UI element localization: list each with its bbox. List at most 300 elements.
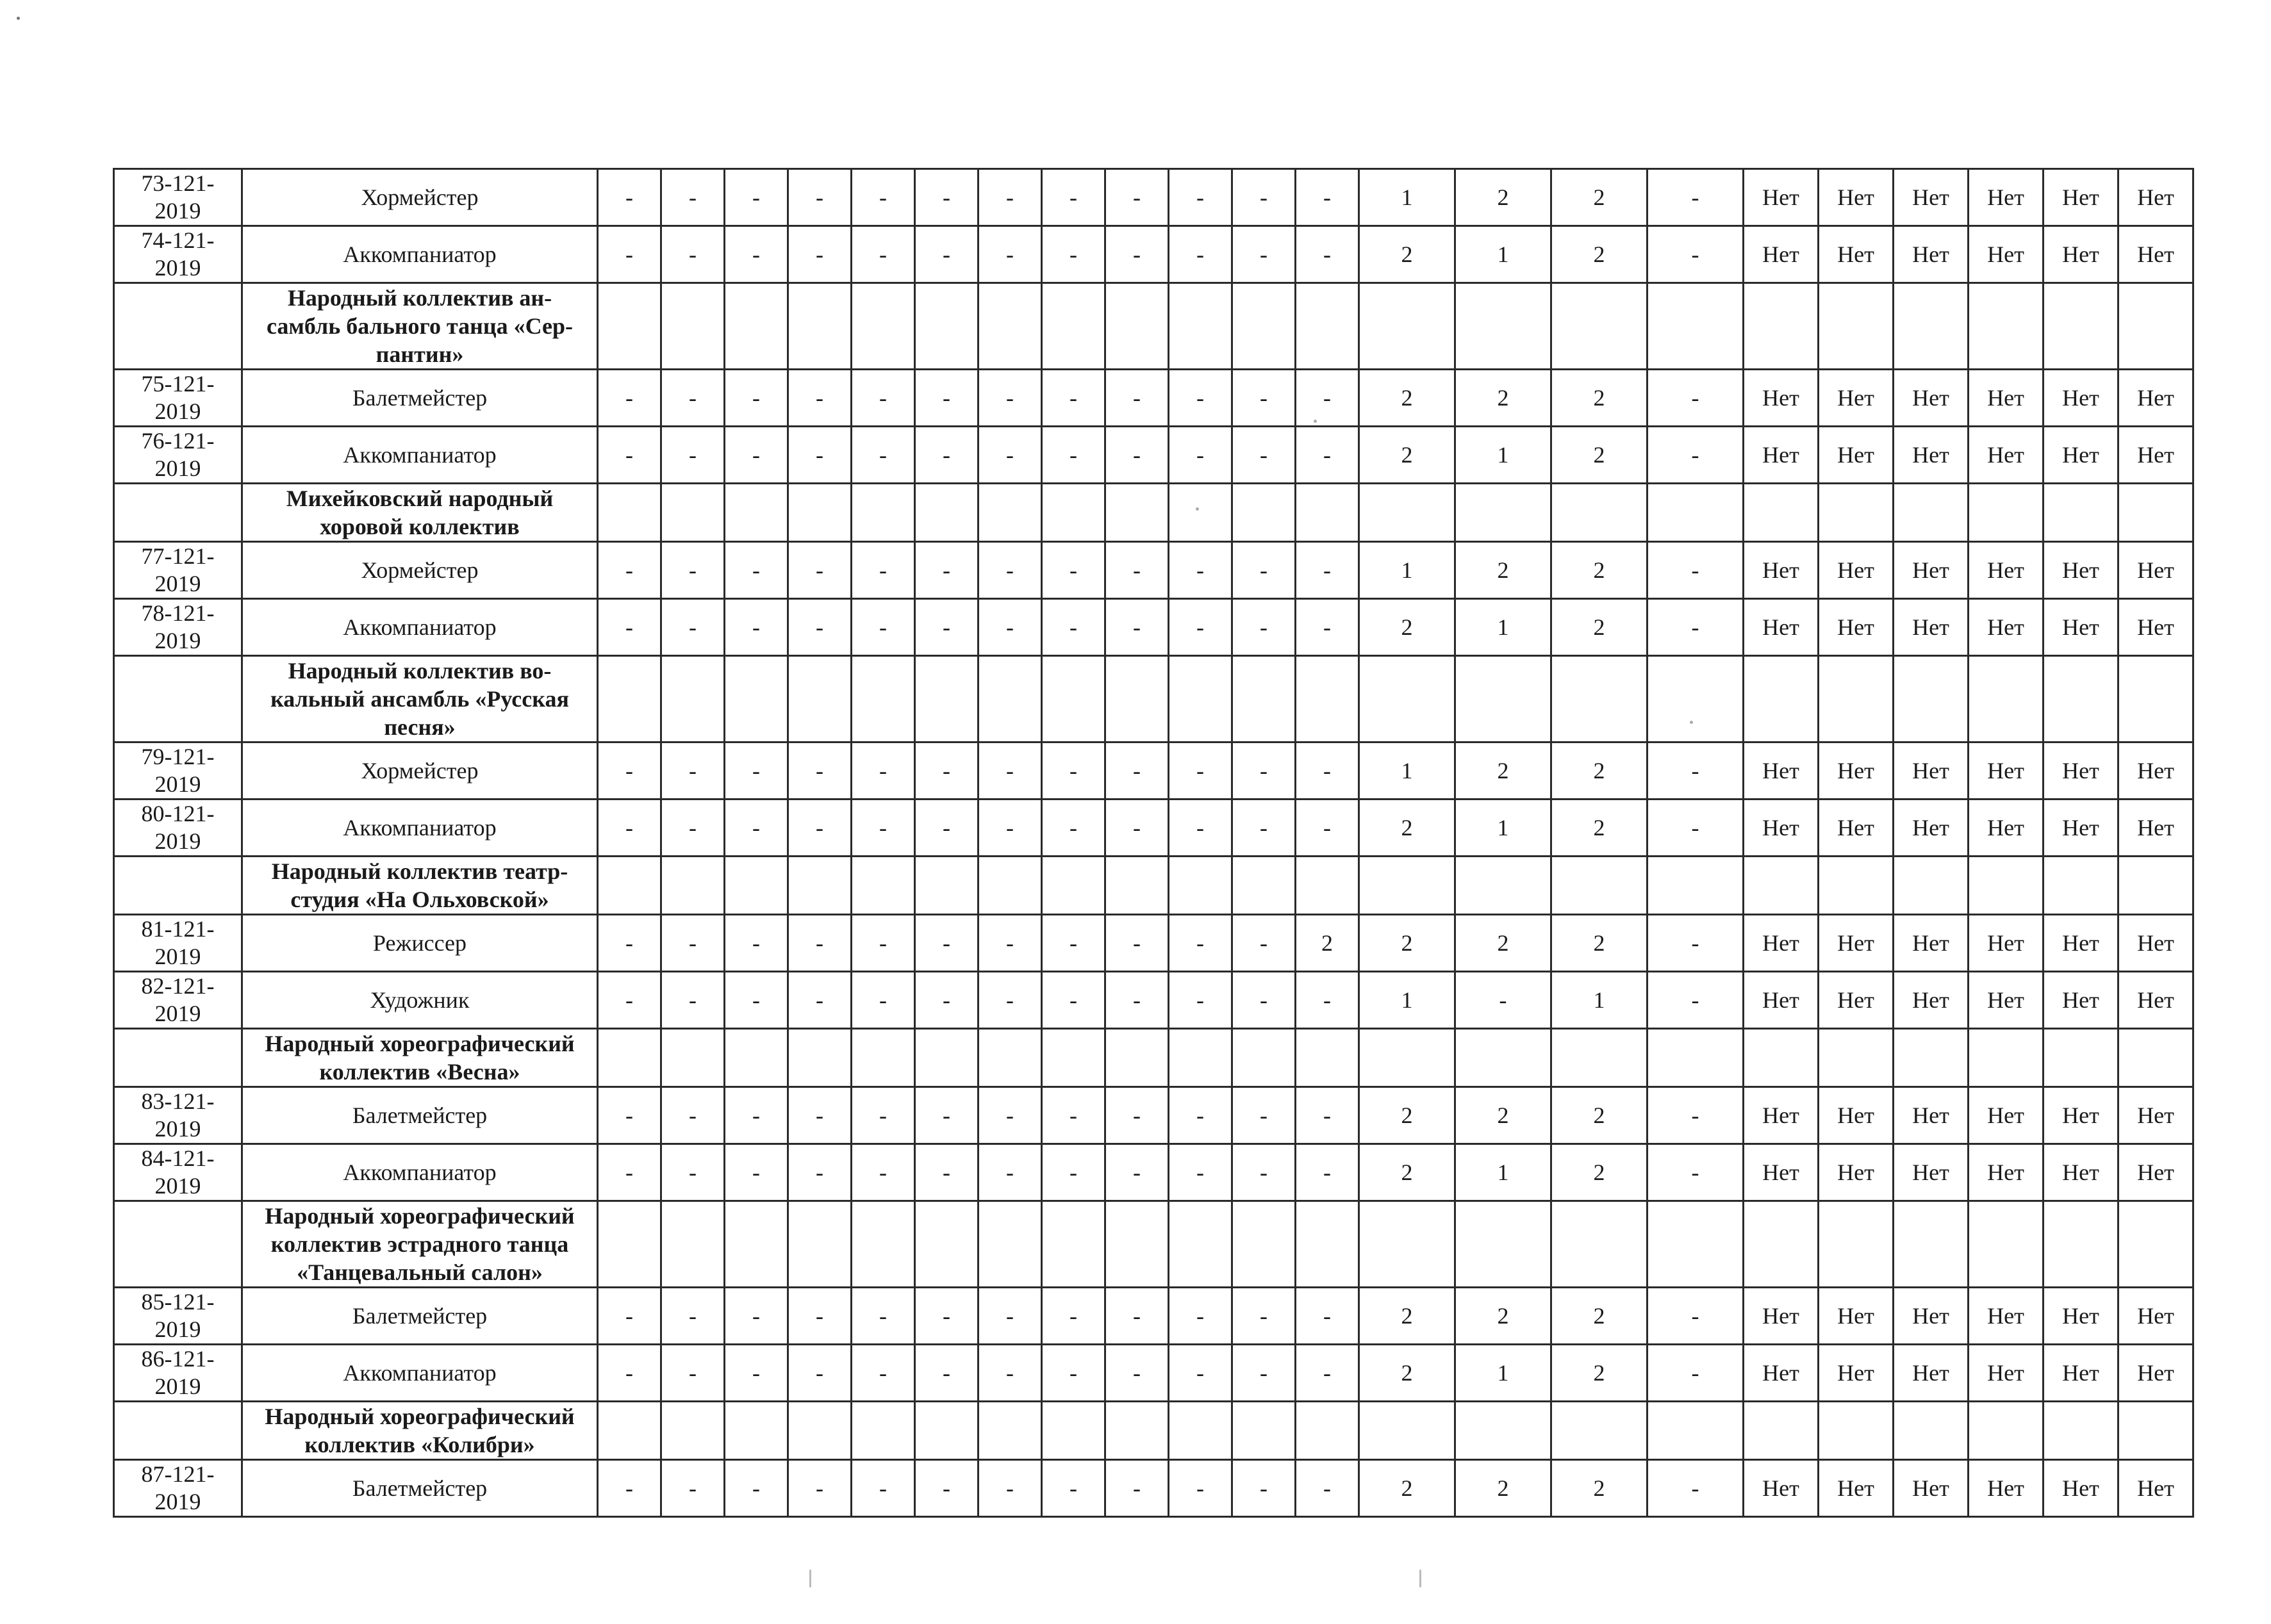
value-cell [1169,857,1232,915]
value-cell [1232,283,1296,370]
value-cell [1359,857,1455,915]
value-cell: Нет [1744,915,1819,972]
scan-speck [1419,1570,1421,1587]
value-cell: Нет [1894,1144,1969,1201]
value-cell: - [915,599,979,656]
value-cell [1819,656,1894,742]
value-cell: - [979,972,1042,1029]
value-cell: - [1169,599,1232,656]
value-cell: Нет [2044,1288,2118,1345]
value-cell: - [1105,226,1169,283]
value-cell: - [661,1087,725,1144]
row-code-cell [114,857,242,915]
value-cell: - [1042,542,1105,599]
value-cell: - [852,370,915,427]
value-cell [979,484,1042,542]
value-cell: - [852,169,915,226]
value-cell: - [1648,1144,1744,1201]
value-cell: - [1455,972,1551,1029]
value-cell: 2 [1455,1288,1551,1345]
value-cell: - [915,370,979,427]
table-row [114,972,2193,1029]
table-row [114,742,2193,800]
value-cell: - [1648,1087,1744,1144]
value-cell: Нет [2118,427,2193,484]
table-row [114,800,2193,857]
value-cell: - [852,915,915,972]
value-cell: - [1042,972,1105,1029]
value-cell: - [1232,1460,1296,1517]
value-cell: - [1232,1288,1296,1345]
value-cell: - [979,800,1042,857]
value-cell: 2 [1359,370,1455,427]
value-cell [1551,283,1648,370]
value-cell [1359,1029,1455,1087]
value-cell: - [1232,427,1296,484]
value-cell: - [725,169,788,226]
value-cell: 2 [1296,915,1359,972]
value-cell: Нет [2118,1345,2193,1402]
value-cell [788,1402,852,1460]
value-cell: Нет [1744,427,1819,484]
value-cell: - [1105,1345,1169,1402]
value-cell [1296,283,1359,370]
value-cell: - [915,742,979,800]
value-cell: - [1105,1087,1169,1144]
table-row [114,599,2193,656]
value-cell [1296,1402,1359,1460]
value-cell [1819,283,1894,370]
value-cell [1894,484,1969,542]
value-cell: - [1042,1288,1105,1345]
group-header-row [114,1402,2193,1460]
value-cell: Нет [2118,1087,2193,1144]
value-cell [1969,1029,2044,1087]
value-cell: - [852,226,915,283]
value-cell: Нет [1819,915,1894,972]
value-cell [1455,1402,1551,1460]
group-name-cell: Народный хореографический коллектив «Весна» [242,1029,598,1087]
value-cell [1359,656,1455,742]
value-cell: - [1232,370,1296,427]
value-cell: - [598,1460,661,1517]
value-cell [1819,1402,1894,1460]
value-cell: - [915,1087,979,1144]
value-cell: - [915,1460,979,1517]
value-cell [725,1029,788,1087]
value-cell [915,1402,979,1460]
row-code-cell [114,1402,242,1460]
value-cell: - [1169,972,1232,1029]
row-code-cell [114,484,242,542]
value-cell [1969,484,2044,542]
value-cell: - [725,1460,788,1517]
value-cell: Нет [1969,427,2044,484]
value-cell [1648,1201,1744,1288]
value-cell: - [1042,1460,1105,1517]
value-cell: - [1169,800,1232,857]
value-cell: - [1648,169,1744,226]
value-cell [1894,656,1969,742]
value-cell: 2 [1455,915,1551,972]
value-cell: - [598,1288,661,1345]
value-cell: - [979,169,1042,226]
row-code-cell: 87-121- 2019 [114,1460,242,1517]
row-code-cell: 77-121- 2019 [114,542,242,599]
value-cell: - [1105,742,1169,800]
value-cell [1169,484,1232,542]
value-cell [1232,656,1296,742]
scan-speck [1690,721,1693,724]
value-cell: Нет [1744,599,1819,656]
value-cell [1819,1201,1894,1288]
value-cell [1105,1402,1169,1460]
value-cell: 2 [1455,370,1551,427]
value-cell: Нет [2118,915,2193,972]
value-cell: Нет [2044,742,2118,800]
value-cell [1105,656,1169,742]
value-cell [725,283,788,370]
value-cell [1042,1029,1105,1087]
value-cell: 2 [1455,542,1551,599]
position-name-cell: Балетмейстер [242,1288,598,1345]
value-cell: Нет [1894,370,1969,427]
value-cell [1969,656,2044,742]
table-row [114,1087,2193,1144]
value-cell: - [1232,1144,1296,1201]
value-cell: - [915,915,979,972]
value-cell: Нет [1819,169,1894,226]
value-cell: Нет [2044,169,2118,226]
value-cell: Нет [1744,226,1819,283]
value-cell: 2 [1551,1144,1648,1201]
value-cell: Нет [2044,972,2118,1029]
table-row [114,915,2193,972]
value-cell [1042,484,1105,542]
value-cell: - [661,1288,725,1345]
value-cell: - [598,1345,661,1402]
value-cell [2044,484,2118,542]
value-cell: Нет [2044,1087,2118,1144]
value-cell: - [1296,1288,1359,1345]
row-code-cell: 84-121- 2019 [114,1144,242,1201]
value-cell: 2 [1551,1345,1648,1402]
value-cell: 2 [1551,599,1648,656]
value-cell [1359,1402,1455,1460]
value-cell: - [725,915,788,972]
value-cell: - [1648,226,1744,283]
value-cell: 1 [1359,972,1455,1029]
value-cell: Нет [1969,800,2044,857]
value-cell: Нет [1744,1460,1819,1517]
value-cell [2044,857,2118,915]
value-cell: 1 [1359,742,1455,800]
value-cell: Нет [1894,972,1969,1029]
value-cell [1551,1201,1648,1288]
value-cell: - [725,972,788,1029]
value-cell: - [725,542,788,599]
value-cell: - [661,427,725,484]
value-cell [1744,1029,1819,1087]
value-cell [1042,1201,1105,1288]
value-cell: 2 [1359,1345,1455,1402]
position-name-cell: Художник [242,972,598,1029]
value-cell: 2 [1455,169,1551,226]
value-cell [725,1201,788,1288]
value-cell: - [1169,1460,1232,1517]
value-cell: - [1296,427,1359,484]
value-cell: Нет [1894,742,1969,800]
value-cell [661,1201,725,1288]
value-cell: 2 [1455,1460,1551,1517]
value-cell: - [661,370,725,427]
value-cell: - [598,1087,661,1144]
value-cell: - [725,1288,788,1345]
value-cell: - [1169,1087,1232,1144]
value-cell [852,1402,915,1460]
row-code-cell: 74-121- 2019 [114,226,242,283]
row-code-cell: 79-121- 2019 [114,742,242,800]
value-cell [1744,857,1819,915]
value-cell: Нет [1744,972,1819,1029]
position-name-cell: Аккомпаниатор [242,226,598,283]
value-cell [979,1029,1042,1087]
value-cell: - [852,599,915,656]
value-cell [1744,283,1819,370]
value-cell: - [1296,169,1359,226]
value-cell [2044,283,2118,370]
value-cell: - [725,800,788,857]
group-header-row [114,1201,2193,1288]
value-cell [725,656,788,742]
value-cell: - [598,972,661,1029]
value-cell: Нет [2044,599,2118,656]
value-cell [661,857,725,915]
group-header-row [114,1029,2193,1087]
value-cell [598,484,661,542]
value-cell [788,1201,852,1288]
value-cell: Нет [2118,226,2193,283]
value-cell [598,283,661,370]
group-name-cell: Народный коллектив во- кальный ансамбль «Русская песня» [242,656,598,742]
value-cell: - [661,599,725,656]
value-cell: - [788,915,852,972]
value-cell [852,283,915,370]
row-code-cell: 76-121- 2019 [114,427,242,484]
value-cell [1105,857,1169,915]
value-cell: - [725,226,788,283]
value-cell: - [1105,972,1169,1029]
table-row [114,370,2193,427]
value-cell: - [661,1460,725,1517]
value-cell: Нет [1819,542,1894,599]
value-cell [2044,1402,2118,1460]
value-cell: - [1105,1460,1169,1517]
value-cell: Нет [2118,599,2193,656]
value-cell: 2 [1551,542,1648,599]
value-cell [661,656,725,742]
value-cell: - [788,972,852,1029]
value-cell: - [852,800,915,857]
value-cell: Нет [1969,599,2044,656]
staff-table [113,168,2194,1518]
position-name-cell: Режиссер [242,915,598,972]
position-name-cell: Балетмейстер [242,370,598,427]
value-cell: 1 [1455,1345,1551,1402]
value-cell: Нет [1819,1345,1894,1402]
value-cell: - [852,972,915,1029]
value-cell: Нет [1969,1087,2044,1144]
row-code-cell: 80-121- 2019 [114,800,242,857]
value-cell: Нет [2044,1460,2118,1517]
value-cell: Нет [2044,226,2118,283]
value-cell [1744,656,1819,742]
value-cell [1169,656,1232,742]
value-cell: Нет [1819,1288,1894,1345]
value-cell [1359,1201,1455,1288]
value-cell [915,283,979,370]
group-name-cell: Народный хореографический коллектив эстрадного танца «Танцевальный салон» [242,1201,598,1288]
value-cell: - [915,542,979,599]
value-cell: Нет [1744,1345,1819,1402]
value-cell: Нет [1819,1087,1894,1144]
value-cell: Нет [1819,1460,1894,1517]
value-cell: - [1296,599,1359,656]
value-cell [1894,1029,1969,1087]
value-cell: - [1105,1144,1169,1201]
value-cell [2044,1029,2118,1087]
value-cell [852,1201,915,1288]
value-cell [1969,1201,2044,1288]
value-cell [1296,1029,1359,1087]
value-cell: Нет [2044,542,2118,599]
value-cell: Нет [2044,370,2118,427]
value-cell: - [1169,742,1232,800]
value-cell: Нет [2118,542,2193,599]
row-code-cell: 82-121- 2019 [114,972,242,1029]
value-cell: Нет [1969,972,2044,1029]
value-cell: Нет [1894,169,1969,226]
value-cell [1648,1029,1744,1087]
scan-speck [809,1570,811,1587]
value-cell: 1 [1455,1144,1551,1201]
value-cell: - [788,169,852,226]
value-cell [915,484,979,542]
value-cell: - [1042,1144,1105,1201]
value-cell: - [915,1144,979,1201]
value-cell: - [852,1144,915,1201]
value-cell: Нет [1819,427,1894,484]
row-code-cell [114,1029,242,1087]
group-name-cell: Народный коллектив театр- студия «На Ольховской» [242,857,598,915]
value-cell [1455,656,1551,742]
table-row [114,1288,2193,1345]
value-cell [1894,283,1969,370]
position-name-cell: Хормейстер [242,542,598,599]
value-cell: - [598,1144,661,1201]
row-code-cell: 78-121- 2019 [114,599,242,656]
table-row [114,169,2193,226]
value-cell: - [1169,1144,1232,1201]
value-cell: - [788,1345,852,1402]
value-cell [1105,1029,1169,1087]
value-cell [2044,656,2118,742]
group-header-row [114,857,2193,915]
value-cell [852,857,915,915]
value-cell: 2 [1551,1460,1648,1517]
value-cell: 2 [1551,915,1648,972]
table-row [114,1460,2193,1517]
value-cell: - [1296,800,1359,857]
value-cell [1969,1402,2044,1460]
value-cell: - [979,599,1042,656]
group-name-cell: Михейковский народный хоровой коллектив [242,484,598,542]
position-name-cell: Балетмейстер [242,1087,598,1144]
value-cell [1105,484,1169,542]
value-cell [2118,656,2193,742]
scan-speck [1314,420,1317,423]
value-cell [1819,484,1894,542]
value-cell [1169,283,1232,370]
value-cell: 2 [1551,427,1648,484]
value-cell [852,1029,915,1087]
value-cell [788,857,852,915]
value-cell [915,857,979,915]
value-cell: - [1169,226,1232,283]
value-cell: 2 [1551,742,1648,800]
value-cell: - [915,169,979,226]
value-cell [1744,1402,1819,1460]
value-cell: - [852,542,915,599]
position-name-cell: Аккомпаниатор [242,427,598,484]
value-cell: Нет [2118,1288,2193,1345]
value-cell: - [725,370,788,427]
value-cell: - [1042,915,1105,972]
value-cell [1551,1402,1648,1460]
value-cell: - [852,1288,915,1345]
value-cell: - [1042,226,1105,283]
value-cell: - [1296,370,1359,427]
value-cell: Нет [1744,800,1819,857]
value-cell: - [852,742,915,800]
row-code-cell: 81-121- 2019 [114,915,242,972]
value-cell [1232,1402,1296,1460]
value-cell: Нет [1894,800,1969,857]
value-cell [1455,857,1551,915]
value-cell: - [1648,800,1744,857]
value-cell: - [1105,800,1169,857]
value-cell: 1 [1359,542,1455,599]
value-cell [1648,857,1744,915]
value-cell [1969,283,2044,370]
value-cell: 2 [1551,800,1648,857]
value-cell [2118,484,2193,542]
value-cell [2118,283,2193,370]
value-cell: - [1042,800,1105,857]
scan-speck [1196,507,1199,511]
value-cell: Нет [1969,542,2044,599]
value-cell: - [598,226,661,283]
value-cell [1105,1201,1169,1288]
value-cell [915,1029,979,1087]
value-cell: Нет [1969,1345,2044,1402]
value-cell: Нет [2118,742,2193,800]
row-code-cell: 75-121- 2019 [114,370,242,427]
value-cell [1042,857,1105,915]
value-cell: - [598,599,661,656]
value-cell [1296,857,1359,915]
value-cell [1455,283,1551,370]
